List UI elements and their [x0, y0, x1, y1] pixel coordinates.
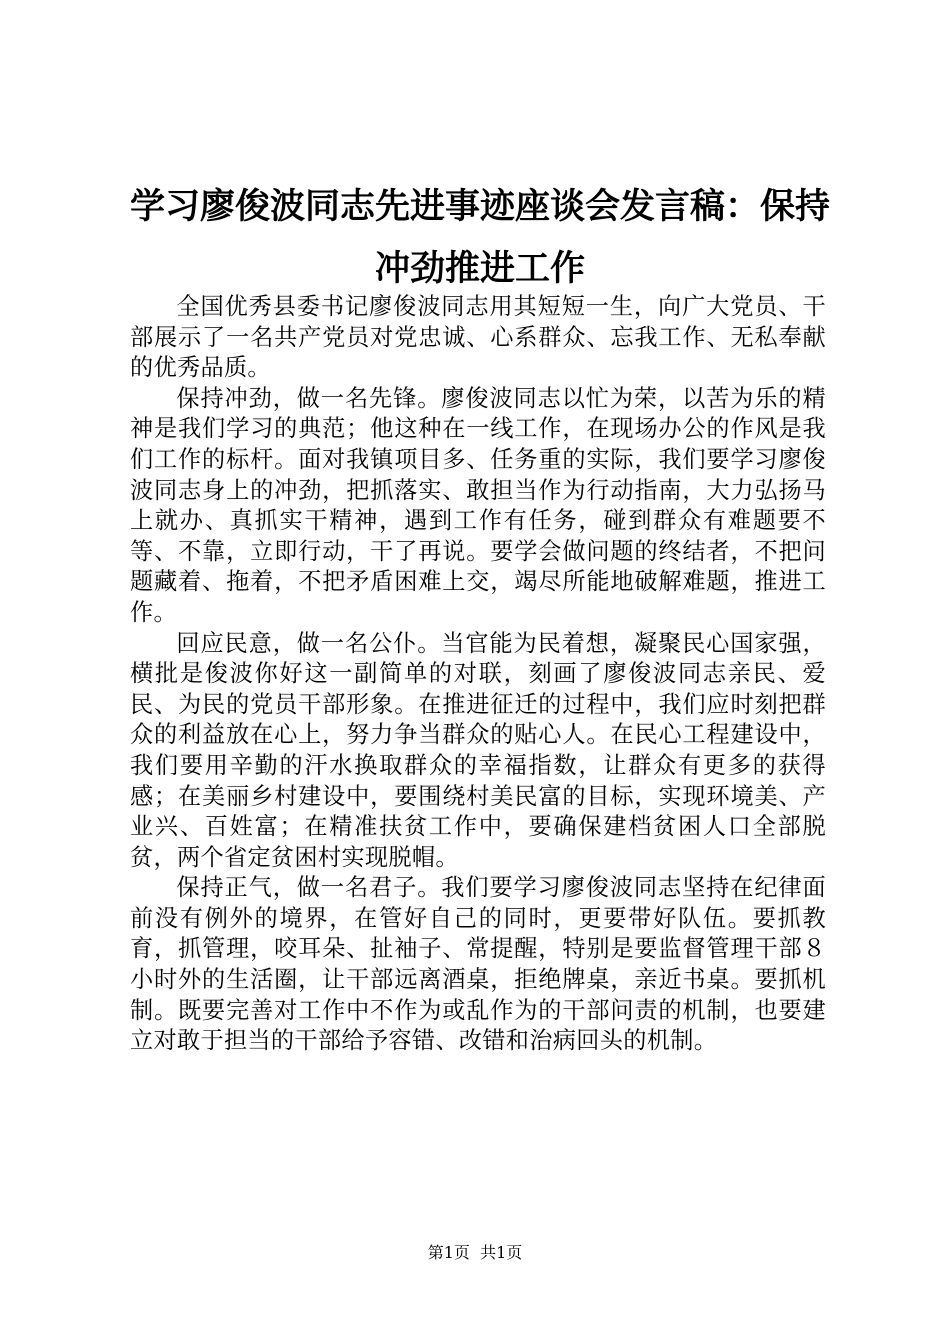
- paragraph-2: 保持冲劲，做一名先锋。廖俊波同志以忙为荣，以苦为乐的精神是我们学习的典范；他这种在一线工作，在现场办公的作风是我们工作的标杆。面对我镇项目多、任务重的实际，我们要学习廖俊波同志身上的冲劲，把抓落实、敢担当作为行动指南，大力弘扬马上就办、真抓实干精神，遇到工作有任务，碰到群众有难题要不等、不靠，立即行动，干了再说。要学会做问题的终结者，不把问题藏着、拖着，不把矛盾困难上交，竭尽所能地破解难题，推进工作。: [130, 384, 826, 626]
- paragraph-1: 全国优秀县委书记廖俊波同志用其短短一生，向广大党员、干部展示了一名共产党员对党忠诚、心系群众、忘我工作、无私奉献的优秀品质。: [130, 293, 826, 382]
- title-line-2: 冲劲推进工作: [374, 248, 585, 289]
- paragraph-4: 保持正气，做一名君子。我们要学习廖俊波同志坚持在纪律面前没有例外的境界，在管好自己的同时，更要带好队伍。要抓教育，抓管理，咬耳朵、扯袖子、常提醒，特别是要监督管理干部８小时外的生活圈，让干部远离酒桌，拒绝牌桌，亲近书桌。要抓机制。既要完善对工作中不作为或乱作为的干部问责的机制，也要建立对敢于担当的干部给予容错、改错和治病回头的机制。: [130, 874, 826, 1055]
- title-line-1: 学习廖俊波同志先进事迹座谈会发言稿：保持: [129, 186, 830, 227]
- page-footer: [0, 1243, 950, 1263]
- page-number: 第1页: [427, 1243, 470, 1262]
- document-body: [130, 292, 826, 1057]
- paragraph-3: 回应民意，做一名公仆。当官能为民着想，凝聚民心国家强，横批是俊波你好这一副简单的对联，刻画了廖俊波同志亲民、爱民、为民的党员干部形象。在推进征迁的过程中，我们应时刻把群众的利益放在心上，努力争当群众的贴心人。在民心工程建设中，我们要用辛勤的汗水换取群众的幸福指数，让群众有更多的获得感；在美丽乡村建设中，要围绕村美民富的目标，实现环境美、产业兴、百姓富；在精准扶贫工作中，要确保建档贫困人口全部脱贫，两个省定贫困村实现脱帽。: [130, 629, 826, 871]
- document-title: [120, 176, 840, 300]
- page-total: 共1页: [480, 1243, 523, 1262]
